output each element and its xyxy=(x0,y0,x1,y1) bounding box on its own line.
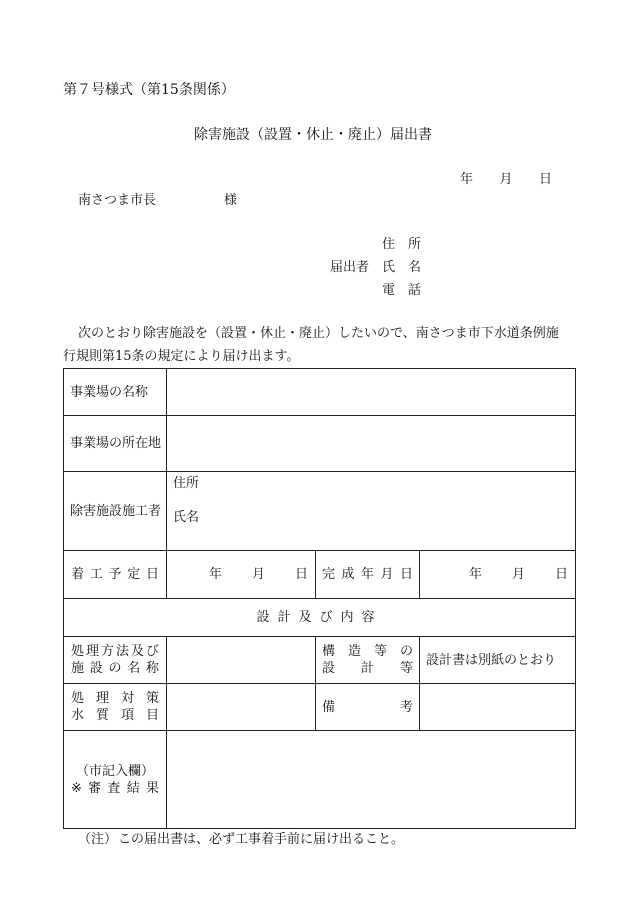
city-l1-char: 記 xyxy=(101,763,115,779)
remarks-field[interactable] xyxy=(420,684,576,731)
row-contractor xyxy=(64,472,576,551)
target-l1-char: 策 xyxy=(145,691,159,706)
city-l1-char: （ xyxy=(75,763,89,779)
date-month: 月 xyxy=(499,172,513,187)
method-l1-char: び xyxy=(145,644,159,659)
target-l1-char: 対 xyxy=(120,691,134,706)
row-facility-location xyxy=(64,416,576,472)
method-l2-char: 施 xyxy=(71,661,85,676)
start-day: 日 xyxy=(294,567,308,582)
target-l2-char: 水 xyxy=(71,708,85,723)
row-dates xyxy=(64,551,576,599)
target-l2-char: 項 xyxy=(120,708,134,723)
target-l1-char: 処 xyxy=(71,691,85,706)
applicant-address-label: 住 所 xyxy=(382,237,422,252)
start-label-char: 工 xyxy=(89,567,103,582)
completion-label-char: 成 xyxy=(341,567,355,582)
facility-name-field[interactable] xyxy=(167,369,576,416)
target-field[interactable] xyxy=(167,684,316,731)
structure-l1-char: の xyxy=(399,644,413,659)
form-number: 第７号様式（第15条関係） xyxy=(63,82,235,98)
addressee: 南さつま市長 xyxy=(78,193,157,208)
row-target xyxy=(64,684,576,731)
completion-label-char: 月 xyxy=(380,567,394,582)
start-label-char: 予 xyxy=(108,567,122,582)
note-text: この届出書は、必ず工事着手前に届け出ること。 xyxy=(118,832,405,847)
city-l1-char: 入 xyxy=(115,763,129,779)
structure-value: 設計書は別紙のとおり xyxy=(426,652,557,668)
completion-year: 年 xyxy=(468,567,482,582)
city-l1-char: 市 xyxy=(88,763,102,779)
row-design-section xyxy=(64,599,576,637)
date-year: 年 xyxy=(460,172,474,187)
city-l2-char: 査 xyxy=(107,780,121,796)
method-l1-char: 処 xyxy=(71,644,85,659)
completion-day: 日 xyxy=(555,567,569,582)
design-section-header: 設計及び内容 xyxy=(64,599,576,637)
contractor-label: 除害施設施工者 xyxy=(64,472,167,551)
city-l2-char: 果 xyxy=(145,780,159,796)
remarks-label-char: 考 xyxy=(399,699,413,715)
note-prefix: （注） xyxy=(78,832,118,847)
applicant-role: 届出者 xyxy=(330,260,370,275)
start-date-field[interactable] xyxy=(167,551,316,599)
facility-location-field[interactable] xyxy=(167,416,576,472)
structure-l2-char: 等 xyxy=(399,661,413,676)
completion-label-char: 完 xyxy=(322,567,336,582)
city-l1-char: ） xyxy=(141,763,155,779)
city-l1-char: 欄 xyxy=(128,763,142,779)
remarks-label-char: 備 xyxy=(322,699,336,715)
structure-l2-char: 設 xyxy=(322,661,336,676)
start-year: 年 xyxy=(208,567,222,582)
method-l1-char: 方 xyxy=(100,644,114,659)
method-l2-char: 称 xyxy=(145,661,159,676)
method-l1-char: 及 xyxy=(130,644,144,659)
start-label-char: 着 xyxy=(71,567,85,582)
facility-name-label: 事業場の名称 xyxy=(64,369,167,416)
method-l1-char: 法 xyxy=(115,644,129,659)
contractor-address-label: 住所 xyxy=(173,476,200,491)
row-facility-name xyxy=(64,369,576,416)
completion-date-field[interactable] xyxy=(420,551,576,599)
structure-l2-char: 計 xyxy=(360,661,374,676)
contractor-name-label: 氏名 xyxy=(173,510,200,525)
structure-l1-char: 等 xyxy=(373,644,387,659)
completion-date-label xyxy=(316,551,420,599)
completion-label-char: 年 xyxy=(360,567,374,582)
completion-label-char: 日 xyxy=(399,567,413,582)
contractor-field[interactable] xyxy=(167,472,576,551)
method-l2-char: 名 xyxy=(127,661,141,676)
city-review-label xyxy=(64,731,167,829)
city-l2-char: ※ xyxy=(71,780,82,796)
method-l1-char: 理 xyxy=(85,644,99,659)
applicant-name-label: 氏 名 xyxy=(382,260,422,275)
method-l2-char: 設 xyxy=(89,661,103,676)
structure-l1-char: 造 xyxy=(347,644,361,659)
structure-field[interactable] xyxy=(420,637,576,684)
target-l2-char: 目 xyxy=(145,708,159,723)
structure-label xyxy=(316,637,420,684)
method-l2-char: の xyxy=(108,661,122,676)
row-method xyxy=(64,637,576,684)
method-label xyxy=(64,637,167,684)
document-title: 除害施設（設置・休止・廃止）届出書 xyxy=(194,127,432,143)
city-l2-char: 審 xyxy=(88,780,102,796)
target-l1-char: 理 xyxy=(95,691,109,706)
intro-line-2: 行規則第15条の規定により届け出ます。 xyxy=(63,349,300,364)
application-form-table xyxy=(63,368,576,829)
target-l2-char: 質 xyxy=(95,708,109,723)
date-day: 日 xyxy=(538,172,552,187)
facility-location-label: 事業場の所在地 xyxy=(64,416,167,472)
city-review-field[interactable] xyxy=(167,731,576,829)
start-month: 月 xyxy=(251,567,265,582)
start-label-char: 定 xyxy=(127,567,141,582)
applicant-phone-label: 電 話 xyxy=(382,283,422,298)
row-city-review xyxy=(64,731,576,829)
structure-l1-char: 構 xyxy=(322,644,336,659)
start-date-label xyxy=(64,551,167,599)
city-l2-char: 結 xyxy=(126,780,140,796)
start-label-char: 日 xyxy=(145,567,159,582)
method-field[interactable] xyxy=(167,637,316,684)
intro-line-1: 次のとおり除害施設を（設置・休止・廃止）したいので、南さつま市下水道条例施 xyxy=(78,326,559,341)
remarks-label xyxy=(316,684,420,731)
target-label xyxy=(64,684,167,731)
honorific: 様 xyxy=(224,193,238,208)
completion-month: 月 xyxy=(511,567,525,582)
submission-date xyxy=(460,172,552,188)
